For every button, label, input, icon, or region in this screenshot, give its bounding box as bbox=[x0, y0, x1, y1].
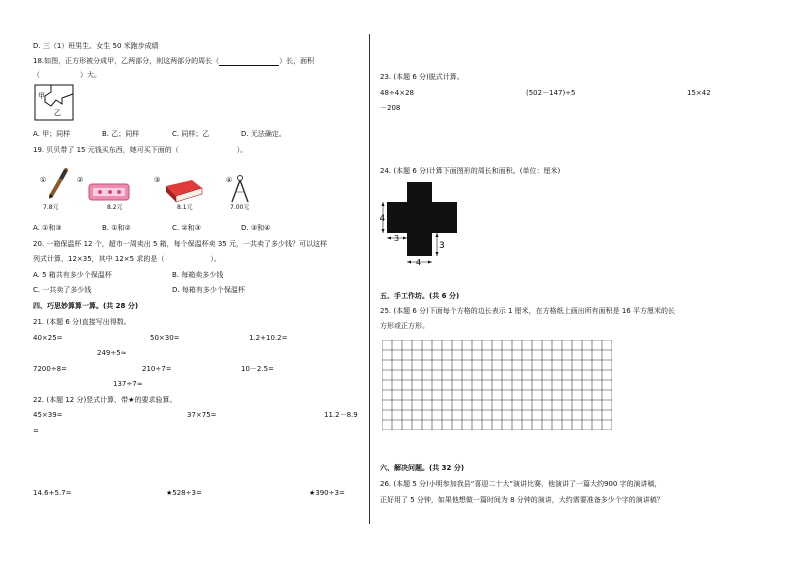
expr-item-tail: －208 bbox=[380, 104, 401, 112]
question-18-cont: （ ）大。 bbox=[33, 71, 101, 79]
item-1-number: ① bbox=[40, 176, 47, 184]
item-4-price: 7.00元 bbox=[230, 204, 250, 211]
vertical-calc-equals: = bbox=[33, 427, 39, 435]
pencil-case-icon bbox=[88, 182, 130, 202]
section-6-heading: 六、解决问题。(共 32 分) bbox=[380, 464, 465, 472]
calc-item: 249÷5≈ bbox=[97, 349, 127, 357]
question-26-line1: 26. (本题 5 分)小明参加我县“喜迎二十大”演讲比赛，他演讲了一篇大约900 字的演讲稿， bbox=[380, 480, 662, 488]
question-20-line1: 20. 一箱保温杯 12 个，超市一周卖出 5 箱，每个保温杯卖 35 元，一共卖了多少钱？可以这样 bbox=[33, 240, 327, 248]
q19-option-d: D. ③和④ bbox=[241, 224, 271, 232]
label-yi: 乙 bbox=[54, 109, 61, 117]
vertical-calc-item: ★528÷3= bbox=[166, 489, 202, 497]
compass-icon bbox=[228, 174, 252, 204]
book-icon bbox=[162, 176, 204, 204]
item-3-number: ③ bbox=[154, 176, 161, 184]
vertical-calc-item: 45×39= bbox=[33, 411, 63, 419]
calc-item: 210÷7= bbox=[142, 365, 172, 373]
expr-item: (502－147)÷5 bbox=[526, 89, 576, 97]
q18-option-d: D. 无法确定。 bbox=[241, 130, 286, 138]
q19-option-a: A. ①和③ bbox=[33, 224, 62, 232]
q20-option-b: B. 每箱卖多少钱 bbox=[172, 271, 224, 279]
section-5-heading: 五、手工作坊。(共 6 分) bbox=[380, 292, 460, 300]
vertical-calc-item: 37×75= bbox=[187, 411, 217, 419]
item-2-number: ② bbox=[77, 176, 84, 184]
vertical-calc-item: 14.6+5.7= bbox=[33, 489, 72, 497]
q18-option-a: A. 甲；同样 bbox=[33, 130, 71, 138]
item-3-price: 8.1元 bbox=[177, 204, 193, 211]
q19-option-c: C. ②和③ bbox=[172, 224, 201, 232]
q18-option-c: C. 同样；乙 bbox=[172, 130, 210, 138]
question-19: 19. 贝贝带了 15 元钱买东西，她可买下面的（ ）。 bbox=[33, 146, 248, 154]
section-4-heading: 四、巧思妙算算一算。(共 28 分) bbox=[33, 302, 139, 310]
item-4-number: ④ bbox=[226, 176, 233, 184]
answer-blank[interactable] bbox=[219, 58, 279, 66]
square-divided-figure bbox=[34, 84, 74, 121]
q20-option-c: C. 一共卖了多少钱 bbox=[33, 286, 92, 294]
question-23: 23. (本题 6 分)脱式计算。 bbox=[380, 73, 464, 81]
expr-item: 15×42 bbox=[687, 89, 711, 97]
expr-item: 48÷4×28 bbox=[380, 89, 414, 97]
calc-item: 40×25= bbox=[33, 334, 63, 342]
label-jia: 甲 bbox=[38, 92, 45, 100]
calc-item: 50×30= bbox=[150, 334, 180, 342]
question-25-line2: 方形或正方形。 bbox=[380, 322, 429, 330]
item-1-price: 7.8元 bbox=[43, 204, 59, 211]
calc-item: 7200÷8= bbox=[33, 365, 67, 373]
question-25-line1: 25. (本题 6 分)下面每个方格的边长表示 1 厘米，在方格纸上画出所有面积是 16 平方厘米的长 bbox=[380, 307, 675, 315]
question-20-line2: 列式计算，12×35，其中 12×5 求的是（ ）。 bbox=[33, 255, 221, 263]
vertical-calc-item: ★390÷3= bbox=[309, 489, 345, 497]
calc-item: 137÷7≈ bbox=[113, 380, 143, 388]
q18-option-b: B. 乙；同样 bbox=[102, 130, 140, 138]
q20-option-a: A. 5 箱共有多少个保温杯 bbox=[33, 271, 112, 279]
question-24: 24. (本题 6 分)计算下面图形的周长和面积。(单位：厘米) bbox=[380, 167, 561, 175]
pen-icon bbox=[46, 168, 70, 200]
q19-option-b: B. ①和② bbox=[102, 224, 131, 232]
calc-item: 1.2+10.2= bbox=[249, 334, 288, 342]
vertical-calc-item: 11.2－8.9 bbox=[324, 411, 358, 419]
column-divider bbox=[369, 34, 370, 524]
q20-option-d: D. 每箱有多少个保温杯 bbox=[172, 286, 245, 294]
dimension-left: 4 bbox=[379, 214, 386, 224]
item-2-price: 8.2元 bbox=[107, 204, 123, 211]
calc-item: 10－2.5= bbox=[241, 365, 274, 373]
grid-paper[interactable] bbox=[382, 340, 612, 430]
option-d-line: D. 三（1）班男生、女生 50 米跑步成绩 bbox=[33, 42, 159, 50]
question-18: 18.如图，正方形被分成甲，乙两部分，则这两部分的周长（ ）长，面积 bbox=[33, 57, 315, 65]
dimension-bottom-height: 3 bbox=[439, 241, 445, 251]
question-26-line2: 正好用了 5 分钟，如果他想做一篇时间为 8 分钟的演讲，大约需要准备多少个字的演讲稿？ bbox=[380, 496, 664, 504]
question-21: 21. (本题 6 分)直接写出得数。 bbox=[33, 318, 131, 326]
dimension-bottom-width: 4 bbox=[416, 258, 422, 266]
question-22: 22. (本题 12 分)竖式计算，带★的要求验算。 bbox=[33, 396, 177, 404]
dimension-arm-width: 3 bbox=[394, 234, 400, 243]
cross-shape-figure bbox=[378, 180, 468, 266]
